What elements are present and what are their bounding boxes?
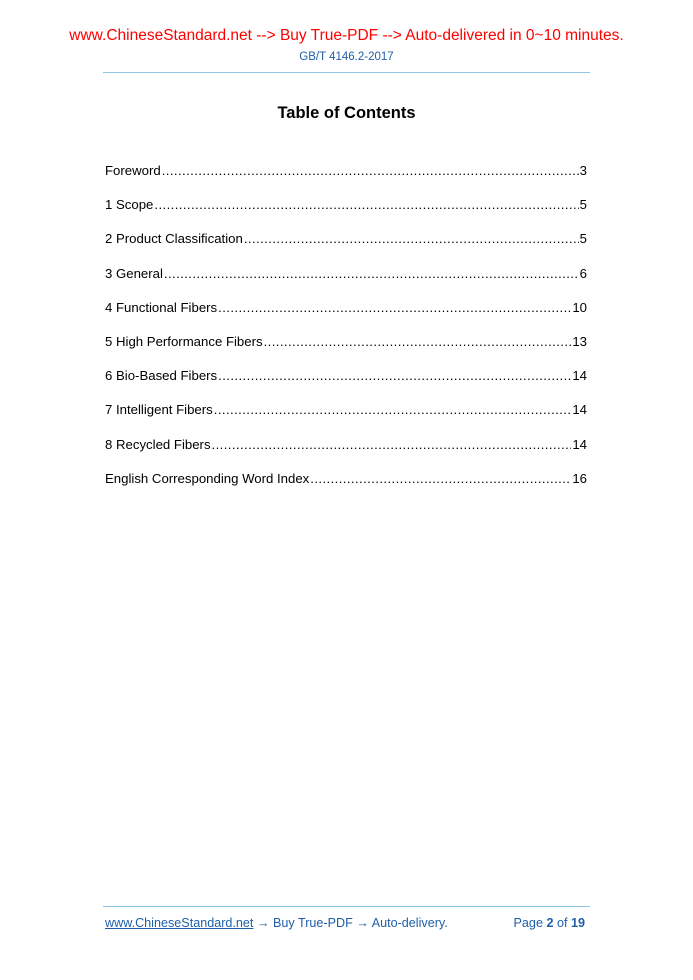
toc-entry-functional-fibers[interactable] bbox=[105, 299, 587, 333]
toc-entry-label: 4 Functional Fibers bbox=[105, 299, 218, 315]
toc-entry-recycled-fibers[interactable] bbox=[105, 436, 587, 470]
toc-entry-page: 10 bbox=[572, 299, 587, 315]
toc-dot-leader bbox=[164, 265, 579, 282]
toc-dot-leader bbox=[212, 436, 572, 453]
page-footer bbox=[105, 916, 585, 930]
page-prefix: Page bbox=[513, 916, 547, 930]
toc-entry-label: 6 Bio-Based Fibers bbox=[105, 368, 218, 384]
toc-entry-page: 6 bbox=[579, 265, 587, 281]
toc-dot-leader bbox=[154, 196, 578, 213]
toc-entry-label: 2 Product Classification bbox=[105, 231, 243, 247]
header-divider bbox=[103, 72, 590, 73]
toc-entry-label: English Corresponding Word Index bbox=[105, 470, 310, 486]
toc-entry-page: 14 bbox=[572, 436, 587, 452]
toc-entry-page: 3 bbox=[579, 163, 587, 178]
toc-entry-page: 14 bbox=[572, 368, 587, 384]
toc-entry-foreword[interactable] bbox=[105, 162, 587, 196]
toc-entry-product-classification[interactable] bbox=[105, 230, 587, 264]
toc-entry-label: 5 High Performance Fibers bbox=[105, 333, 263, 349]
toc-entry-bio-based-fibers[interactable] bbox=[105, 367, 587, 401]
toc-dot-leader bbox=[162, 162, 579, 179]
toc-entry-page: 5 bbox=[579, 197, 587, 213]
toc-entry-label: Foreword bbox=[105, 163, 161, 178]
header-banner: www.ChineseStandard.net --> Buy True-PDF --> Auto-delivered in 0~10 minutes. bbox=[69, 27, 624, 44]
toc-entry-intelligent-fibers[interactable] bbox=[105, 401, 587, 435]
toc-dot-leader bbox=[264, 333, 572, 350]
toc-list bbox=[105, 162, 587, 504]
toc-entry-scope[interactable] bbox=[105, 196, 587, 230]
footer-page-indicator bbox=[514, 916, 585, 930]
current-page-number: 2 bbox=[546, 916, 554, 930]
toc-entry-page: 14 bbox=[572, 402, 587, 418]
toc-entry-label: 7 Intelligent Fibers bbox=[105, 402, 213, 418]
toc-dot-leader bbox=[244, 230, 579, 247]
toc-entry-page: 16 bbox=[572, 470, 587, 486]
footer-promo-text: → Buy True-PDF → Auto-delivery. bbox=[253, 916, 448, 930]
toc-entry-label: 3 General bbox=[105, 265, 163, 281]
toc-title: Table of Contents bbox=[277, 104, 416, 122]
toc-dot-leader bbox=[310, 470, 571, 487]
toc-entry-word-index[interactable] bbox=[105, 470, 587, 504]
standard-code: GB/T 4146.2-2017 bbox=[299, 51, 394, 63]
toc-entry-general[interactable] bbox=[105, 265, 587, 299]
toc-entry-page: 13 bbox=[572, 333, 587, 349]
toc-dot-leader bbox=[214, 401, 572, 418]
page-of: of bbox=[553, 916, 571, 930]
toc-entry-page: 5 bbox=[579, 231, 587, 247]
toc-entry-label: 1 Scope bbox=[105, 197, 154, 213]
toc-entry-label: 8 Recycled Fibers bbox=[105, 436, 211, 452]
footer-website-link[interactable]: www.ChineseStandard.net bbox=[105, 916, 254, 930]
toc-entry-high-performance-fibers[interactable] bbox=[105, 333, 587, 367]
footer-promo bbox=[105, 916, 448, 930]
footer-divider bbox=[103, 906, 590, 907]
toc-dot-leader bbox=[218, 367, 571, 384]
total-pages-number: 19 bbox=[570, 916, 585, 930]
toc-dot-leader bbox=[218, 299, 571, 316]
